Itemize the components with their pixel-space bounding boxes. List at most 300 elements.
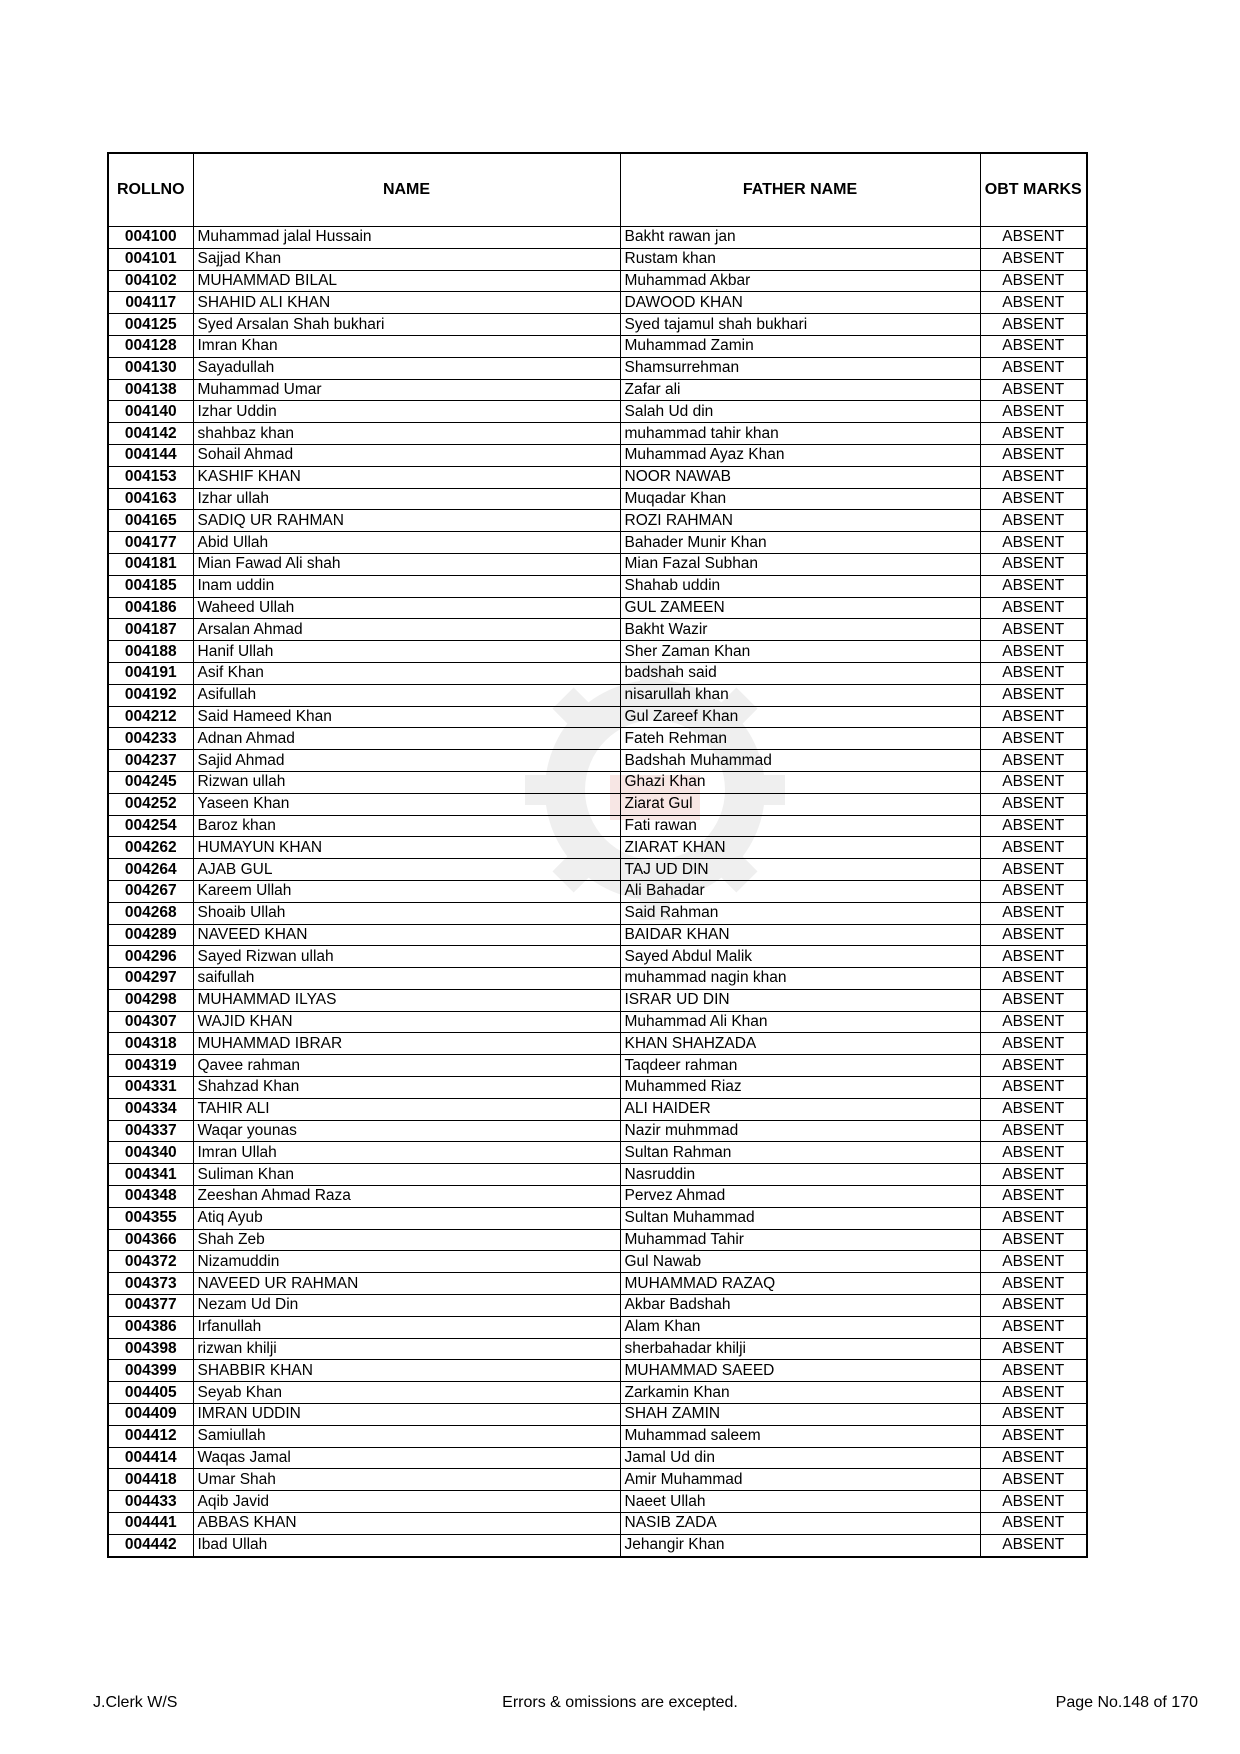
cell-obt-marks: ABSENT (980, 706, 1087, 728)
cell-name: SHAHID ALI KHAN (193, 292, 620, 314)
cell-rollno: 004233 (108, 728, 193, 750)
cell-name: Nezam Ud Din (193, 1295, 620, 1317)
cell-rollno: 004298 (108, 989, 193, 1011)
cell-name: Shah Zeb (193, 1229, 620, 1251)
cell-father-name: TAJ UD DIN (620, 859, 980, 881)
cell-father-name: Muhammad Tahir (620, 1229, 980, 1251)
cell-father-name: Muhammad Ayaz Khan (620, 444, 980, 466)
cell-name: Muhammad jalal Hussain (193, 227, 620, 249)
cell-obt-marks: ABSENT (980, 248, 1087, 270)
cell-father-name: ISRAR UD DIN (620, 989, 980, 1011)
cell-obt-marks: ABSENT (980, 750, 1087, 772)
cell-name: saifullah (193, 968, 620, 990)
footer-clerk: J.Clerk W/S (93, 1694, 178, 1711)
cell-name: shahbaz khan (193, 423, 620, 445)
table-row (108, 902, 1087, 924)
table-row (108, 880, 1087, 902)
cell-rollno: 004140 (108, 401, 193, 423)
table-row (108, 1229, 1087, 1251)
cell-obt-marks: ABSENT (980, 728, 1087, 750)
cell-obt-marks: ABSENT (980, 1469, 1087, 1491)
cell-father-name: Muhammad saleem (620, 1425, 980, 1447)
cell-father-name: Sayed Abdul Malik (620, 946, 980, 968)
cell-name: Zeeshan Ahmad Raza (193, 1186, 620, 1208)
cell-obt-marks: ABSENT (980, 1316, 1087, 1338)
cell-rollno: 004188 (108, 641, 193, 663)
cell-name: Samiullah (193, 1425, 620, 1447)
cell-name: Kareem Ullah (193, 880, 620, 902)
table-row (108, 227, 1087, 249)
cell-obt-marks: ABSENT (980, 1273, 1087, 1295)
table-row (108, 466, 1087, 488)
cell-rollno: 004185 (108, 575, 193, 597)
table-row (108, 575, 1087, 597)
cell-name: Imran Ullah (193, 1142, 620, 1164)
cell-rollno: 004153 (108, 466, 193, 488)
cell-name: MUHAMMAD ILYAS (193, 989, 620, 1011)
cell-obt-marks: ABSENT (980, 924, 1087, 946)
footer-page-number: Page No.148 of 170 (1055, 1694, 1198, 1711)
cell-father-name: Said Rahman (620, 902, 980, 924)
cell-name: Asif Khan (193, 662, 620, 684)
results-table (107, 152, 1088, 1558)
table-row (108, 771, 1087, 793)
cell-name: Abid Ullah (193, 532, 620, 554)
cell-rollno: 004177 (108, 532, 193, 554)
cell-father-name: Zarkamin Khan (620, 1382, 980, 1404)
table-row (108, 684, 1087, 706)
results-sheet (107, 152, 1086, 1558)
cell-name: Rizwan ullah (193, 771, 620, 793)
cell-obt-marks: ABSENT (980, 946, 1087, 968)
cell-rollno: 004144 (108, 444, 193, 466)
cell-father-name: Fateh Rehman (620, 728, 980, 750)
cell-rollno: 004441 (108, 1513, 193, 1535)
cell-father-name: Nasruddin (620, 1164, 980, 1186)
cell-name: Suliman Khan (193, 1164, 620, 1186)
table-row (108, 597, 1087, 619)
cell-father-name: Sultan Rahman (620, 1142, 980, 1164)
cell-rollno: 004405 (108, 1382, 193, 1404)
table-row (108, 946, 1087, 968)
header-rollno: ROLLNO (108, 153, 193, 227)
cell-father-name: Alam Khan (620, 1316, 980, 1338)
header-obt-marks: OBT MARKS (980, 153, 1087, 227)
cell-father-name: Gul Nawab (620, 1251, 980, 1273)
cell-name: NAVEED KHAN (193, 924, 620, 946)
cell-obt-marks: ABSENT (980, 684, 1087, 706)
table-row (108, 1491, 1087, 1513)
cell-rollno: 004296 (108, 946, 193, 968)
cell-name: Yaseen Khan (193, 793, 620, 815)
cell-name: Inam uddin (193, 575, 620, 597)
cell-name: Muhammad Umar (193, 379, 620, 401)
table-row (108, 357, 1087, 379)
cell-father-name: Gul Zareef Khan (620, 706, 980, 728)
cell-father-name: Ghazi Khan (620, 771, 980, 793)
cell-name: Umar Shah (193, 1469, 620, 1491)
cell-father-name: Shahab uddin (620, 575, 980, 597)
cell-name: Ibad Ullah (193, 1534, 620, 1556)
cell-rollno: 004372 (108, 1251, 193, 1273)
table-row (108, 1469, 1087, 1491)
cell-father-name: BAIDAR KHAN (620, 924, 980, 946)
cell-rollno: 004100 (108, 227, 193, 249)
cell-name: Sayadullah (193, 357, 620, 379)
table-row (108, 1011, 1087, 1033)
cell-obt-marks: ABSENT (980, 1120, 1087, 1142)
cell-father-name: muhammad nagin khan (620, 968, 980, 990)
cell-name: SADIQ UR RAHMAN (193, 510, 620, 532)
cell-rollno: 004377 (108, 1295, 193, 1317)
cell-obt-marks: ABSENT (980, 1425, 1087, 1447)
cell-name: WAJID KHAN (193, 1011, 620, 1033)
cell-father-name: Muhammad Akbar (620, 270, 980, 292)
cell-rollno: 004334 (108, 1098, 193, 1120)
cell-name: SHABBIR KHAN (193, 1360, 620, 1382)
cell-father-name: MUHAMMAD SAEED (620, 1360, 980, 1382)
header-name: NAME (193, 153, 620, 227)
cell-obt-marks: ABSENT (980, 1513, 1087, 1535)
cell-father-name: Muqadar Khan (620, 488, 980, 510)
table-row (108, 423, 1087, 445)
table-row (108, 1207, 1087, 1229)
cell-father-name: Jamal Ud din (620, 1447, 980, 1469)
cell-name: Imran Khan (193, 335, 620, 357)
cell-obt-marks: ABSENT (980, 379, 1087, 401)
cell-rollno: 004412 (108, 1425, 193, 1447)
cell-name: MUHAMMAD BILAL (193, 270, 620, 292)
cell-name: MUHAMMAD IBRAR (193, 1033, 620, 1055)
table-row (108, 379, 1087, 401)
cell-father-name: Bakht rawan jan (620, 227, 980, 249)
table-row (108, 619, 1087, 641)
cell-obt-marks: ABSENT (980, 771, 1087, 793)
cell-obt-marks: ABSENT (980, 1207, 1087, 1229)
cell-name: Sohail Ahmad (193, 444, 620, 466)
cell-father-name: Bakht Wazir (620, 619, 980, 641)
table-header-row (108, 153, 1087, 227)
table-row (108, 1120, 1087, 1142)
cell-obt-marks: ABSENT (980, 1229, 1087, 1251)
table-row (108, 1142, 1087, 1164)
cell-father-name: nisarullah khan (620, 684, 980, 706)
table-row (108, 989, 1087, 1011)
cell-rollno: 004254 (108, 815, 193, 837)
cell-rollno: 004262 (108, 837, 193, 859)
cell-father-name: GUL ZAMEEN (620, 597, 980, 619)
table-row (108, 1360, 1087, 1382)
cell-obt-marks: ABSENT (980, 793, 1087, 815)
cell-name: Nizamuddin (193, 1251, 620, 1273)
cell-father-name: Shamsurrehman (620, 357, 980, 379)
table-row (108, 1055, 1087, 1077)
table-row (108, 1033, 1087, 1055)
cell-name: Said Hameed Khan (193, 706, 620, 728)
cell-rollno: 004289 (108, 924, 193, 946)
cell-father-name: Taqdeer rahman (620, 1055, 980, 1077)
cell-obt-marks: ABSENT (980, 466, 1087, 488)
cell-name: Atiq Ayub (193, 1207, 620, 1229)
cell-father-name: Pervez Ahmad (620, 1186, 980, 1208)
cell-obt-marks: ABSENT (980, 1098, 1087, 1120)
cell-name: Adnan Ahmad (193, 728, 620, 750)
table-row (108, 1338, 1087, 1360)
cell-obt-marks: ABSENT (980, 1534, 1087, 1556)
table-row (108, 662, 1087, 684)
cell-obt-marks: ABSENT (980, 532, 1087, 554)
cell-father-name: Bahader Munir Khan (620, 532, 980, 554)
cell-father-name: Zafar ali (620, 379, 980, 401)
table-row (108, 924, 1087, 946)
table-row (108, 1251, 1087, 1273)
cell-obt-marks: ABSENT (980, 641, 1087, 663)
cell-name: HUMAYUN KHAN (193, 837, 620, 859)
cell-rollno: 004297 (108, 968, 193, 990)
cell-name: Sajid Ahmad (193, 750, 620, 772)
cell-obt-marks: ABSENT (980, 270, 1087, 292)
cell-rollno: 004101 (108, 248, 193, 270)
cell-rollno: 004267 (108, 880, 193, 902)
cell-obt-marks: ABSENT (980, 510, 1087, 532)
cell-obt-marks: ABSENT (980, 1077, 1087, 1099)
table-row (108, 750, 1087, 772)
cell-name: Izhar Uddin (193, 401, 620, 423)
cell-obt-marks: ABSENT (980, 1447, 1087, 1469)
cell-father-name: Fati rawan (620, 815, 980, 837)
cell-obt-marks: ABSENT (980, 553, 1087, 575)
cell-father-name: SHAH ZAMIN (620, 1404, 980, 1426)
cell-name: Izhar ullah (193, 488, 620, 510)
table-row (108, 488, 1087, 510)
cell-rollno: 004264 (108, 859, 193, 881)
cell-rollno: 004117 (108, 292, 193, 314)
cell-name: Sayed Rizwan ullah (193, 946, 620, 968)
table-row (108, 1404, 1087, 1426)
table-row (108, 248, 1087, 270)
cell-obt-marks: ABSENT (980, 401, 1087, 423)
cell-rollno: 004130 (108, 357, 193, 379)
cell-rollno: 004331 (108, 1077, 193, 1099)
table-row (108, 1534, 1087, 1556)
cell-rollno: 004399 (108, 1360, 193, 1382)
cell-obt-marks: ABSENT (980, 837, 1087, 859)
cell-rollno: 004418 (108, 1469, 193, 1491)
cell-name: TAHIR ALI (193, 1098, 620, 1120)
cell-father-name: Salah Ud din (620, 401, 980, 423)
cell-name: Irfanullah (193, 1316, 620, 1338)
cell-obt-marks: ABSENT (980, 292, 1087, 314)
cell-father-name: sherbahadar khilji (620, 1338, 980, 1360)
cell-father-name: Naeet Ullah (620, 1491, 980, 1513)
table-row (108, 815, 1087, 837)
cell-father-name: Amir Muhammad (620, 1469, 980, 1491)
cell-father-name: Jehangir Khan (620, 1534, 980, 1556)
cell-rollno: 004318 (108, 1033, 193, 1055)
cell-father-name: Sher Zaman Khan (620, 641, 980, 663)
cell-rollno: 004102 (108, 270, 193, 292)
cell-name: Syed Arsalan Shah bukhari (193, 314, 620, 336)
cell-rollno: 004340 (108, 1142, 193, 1164)
cell-name: Waqar younas (193, 1120, 620, 1142)
cell-name: Seyab Khan (193, 1382, 620, 1404)
table-row (108, 859, 1087, 881)
cell-obt-marks: ABSENT (980, 597, 1087, 619)
cell-obt-marks: ABSENT (980, 1186, 1087, 1208)
cell-obt-marks: ABSENT (980, 1033, 1087, 1055)
cell-father-name: muhammad tahir khan (620, 423, 980, 445)
cell-name: AJAB GUL (193, 859, 620, 881)
cell-rollno: 004355 (108, 1207, 193, 1229)
cell-obt-marks: ABSENT (980, 815, 1087, 837)
cell-name: Hanif Ullah (193, 641, 620, 663)
cell-obt-marks: ABSENT (980, 423, 1087, 445)
cell-rollno: 004186 (108, 597, 193, 619)
cell-father-name: MUHAMMAD RAZAQ (620, 1273, 980, 1295)
cell-rollno: 004366 (108, 1229, 193, 1251)
cell-rollno: 004191 (108, 662, 193, 684)
cell-name: Sajjad Khan (193, 248, 620, 270)
cell-obt-marks: ABSENT (980, 488, 1087, 510)
cell-obt-marks: ABSENT (980, 1338, 1087, 1360)
cell-rollno: 004373 (108, 1273, 193, 1295)
cell-father-name: Nazir muhmmad (620, 1120, 980, 1142)
cell-rollno: 004341 (108, 1164, 193, 1186)
cell-father-name: Ziarat Gul (620, 793, 980, 815)
cell-obt-marks: ABSENT (980, 1164, 1087, 1186)
table-row (108, 1295, 1087, 1317)
table-row (108, 1098, 1087, 1120)
cell-rollno: 004181 (108, 553, 193, 575)
cell-obt-marks: ABSENT (980, 968, 1087, 990)
table-row (108, 335, 1087, 357)
cell-obt-marks: ABSENT (980, 1382, 1087, 1404)
cell-obt-marks: ABSENT (980, 1055, 1087, 1077)
cell-rollno: 004252 (108, 793, 193, 815)
cell-rollno: 004237 (108, 750, 193, 772)
table-row (108, 706, 1087, 728)
table-row (108, 837, 1087, 859)
cell-name: Qavee rahman (193, 1055, 620, 1077)
cell-obt-marks: ABSENT (980, 902, 1087, 924)
cell-rollno: 004125 (108, 314, 193, 336)
table-row (108, 401, 1087, 423)
cell-father-name: DAWOOD KHAN (620, 292, 980, 314)
cell-name: NAVEED UR RAHMAN (193, 1273, 620, 1295)
cell-rollno: 004268 (108, 902, 193, 924)
cell-father-name: NASIB ZADA (620, 1513, 980, 1535)
cell-name: Shahzad Khan (193, 1077, 620, 1099)
cell-obt-marks: ABSENT (980, 575, 1087, 597)
cell-name: ABBAS KHAN (193, 1513, 620, 1535)
cell-rollno: 004414 (108, 1447, 193, 1469)
cell-rollno: 004245 (108, 771, 193, 793)
cell-father-name: Badshah Muhammad (620, 750, 980, 772)
cell-father-name: NOOR NAWAB (620, 466, 980, 488)
cell-father-name: ZIARAT KHAN (620, 837, 980, 859)
cell-father-name: Muhammad Zamin (620, 335, 980, 357)
cell-name: Arsalan Ahmad (193, 619, 620, 641)
cell-rollno: 004409 (108, 1404, 193, 1426)
cell-name: Baroz khan (193, 815, 620, 837)
cell-name: Waheed Ullah (193, 597, 620, 619)
cell-name: KASHIF KHAN (193, 466, 620, 488)
cell-obt-marks: ABSENT (980, 1011, 1087, 1033)
cell-name: Asifullah (193, 684, 620, 706)
cell-father-name: KHAN SHAHZADA (620, 1033, 980, 1055)
table-row (108, 793, 1087, 815)
cell-obt-marks: ABSENT (980, 357, 1087, 379)
header-father-name: FATHER NAME (620, 153, 980, 227)
cell-father-name: Ali Bahadar (620, 880, 980, 902)
table-row (108, 1273, 1087, 1295)
table-row (108, 641, 1087, 663)
cell-obt-marks: ABSENT (980, 1295, 1087, 1317)
cell-name: Waqas Jamal (193, 1447, 620, 1469)
table-row (108, 1186, 1087, 1208)
table-row (108, 1447, 1087, 1469)
cell-rollno: 004212 (108, 706, 193, 728)
table-row (108, 728, 1087, 750)
cell-father-name: ROZI RAHMAN (620, 510, 980, 532)
cell-rollno: 004187 (108, 619, 193, 641)
cell-obt-marks: ABSENT (980, 662, 1087, 684)
cell-obt-marks: ABSENT (980, 1142, 1087, 1164)
cell-rollno: 004337 (108, 1120, 193, 1142)
cell-name: Shoaib Ullah (193, 902, 620, 924)
cell-rollno: 004128 (108, 335, 193, 357)
table-row (108, 1513, 1087, 1535)
cell-father-name: ALI HAIDER (620, 1098, 980, 1120)
footer-disclaimer: Errors & omissions are excepted. (502, 1694, 738, 1711)
table-row (108, 968, 1087, 990)
cell-obt-marks: ABSENT (980, 859, 1087, 881)
table-row (108, 1316, 1087, 1338)
table-row (108, 1425, 1087, 1447)
cell-obt-marks: ABSENT (980, 314, 1087, 336)
cell-obt-marks: ABSENT (980, 1491, 1087, 1513)
cell-rollno: 004163 (108, 488, 193, 510)
cell-rollno: 004386 (108, 1316, 193, 1338)
cell-name: IMRAN UDDIN (193, 1404, 620, 1426)
table-body (108, 227, 1087, 1557)
table-row (108, 444, 1087, 466)
cell-rollno: 004138 (108, 379, 193, 401)
cell-obt-marks: ABSENT (980, 880, 1087, 902)
cell-rollno: 004142 (108, 423, 193, 445)
cell-rollno: 004348 (108, 1186, 193, 1208)
cell-name: Aqib Javid (193, 1491, 620, 1513)
table-row (108, 314, 1087, 336)
cell-rollno: 004192 (108, 684, 193, 706)
cell-obt-marks: ABSENT (980, 619, 1087, 641)
cell-father-name: Muhammed Riaz (620, 1077, 980, 1099)
cell-obt-marks: ABSENT (980, 1251, 1087, 1273)
cell-obt-marks: ABSENT (980, 335, 1087, 357)
cell-rollno: 004398 (108, 1338, 193, 1360)
cell-obt-marks: ABSENT (980, 227, 1087, 249)
table-row (108, 510, 1087, 532)
cell-father-name: badshah said (620, 662, 980, 684)
cell-rollno: 004319 (108, 1055, 193, 1077)
cell-obt-marks: ABSENT (980, 989, 1087, 1011)
cell-father-name: Mian Fazal Subhan (620, 553, 980, 575)
cell-name: rizwan khilji (193, 1338, 620, 1360)
table-row (108, 1382, 1087, 1404)
cell-rollno: 004307 (108, 1011, 193, 1033)
table-row (108, 553, 1087, 575)
cell-rollno: 004433 (108, 1491, 193, 1513)
